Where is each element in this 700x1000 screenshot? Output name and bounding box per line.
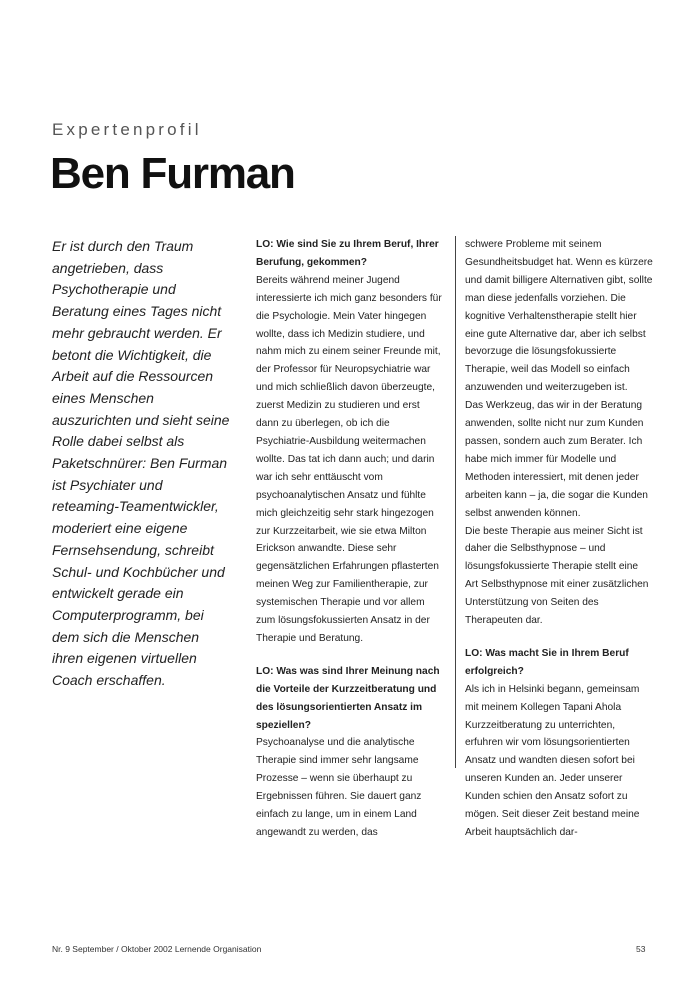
question-heading: LO: Wie sind Sie zu Ihrem Beruf, Ihrer Berufung, gekommen? — [256, 239, 439, 268]
page-number: 53 — [636, 944, 646, 954]
intro-text: Er ist durch den Traum angetrieben, dass Psychotherapie und Beratung eines Tages nicht mehr gebraucht werden. Er betont die Wichtigkeit, die Arbeit auf die Ressourcen eines Menschen auszurichten und sieht seine Rolle dabei selbst als Paketschnürer: Ben Furman ist Psychiater und reteaming-Teamentwickler, moderiert eine eigene Fernsehsendung, schreibt Schul- und Kochbücher und entwickelt gerade ein Computerprogramm, bei dem sich die Menschen ihren eigenen virtuellen Coach erschaffen. — [52, 238, 230, 689]
answer-paragraph: Das Werkzeug, das wir in der Beratung anwenden, sollte nicht nur zum Kunden passen, sondern auch zum Berater. Ich habe mich immer für Modelle und Methoden interessiert, mit denen jeder arbeiten kann – ja, die sogar die Kunden selbst anwenden können. — [465, 400, 648, 519]
page-title: Ben Furman — [50, 149, 295, 198]
answer-paragraph: Psychoanalyse und die analytische Therapie sind immer sehr langsame Prozesse – wenn sie überhaupt zu Ergebnissen führen. Sie dauert ganz einfach zu lange, um in einem Land angewandt zu werden, das — [256, 737, 422, 838]
article-column-1 — [256, 236, 445, 838]
question-heading: LO: Was was sind Ihrer Meinung nach die Vorteile der Kurzzeitberatung und des lösungsorientierten Ansatz im speziellen? — [256, 665, 440, 731]
answer-paragraph: Die beste Therapie aus meiner Sicht ist daher die Selbsthypnose – und lösungsfokussierte Therapie stellt eine Art Selbsthypnose mit einer zusätzlichen Unterstützung von Seiten des Therapeuten dar. — [465, 525, 649, 627]
answer-paragraph: schwere Probleme mit seinem Gesundheitsbudget hat. Wenn es kürzere und damit billigere Alternativen gibt, sollte man diese jedenfalls vorziehen. Die kognitive Verhaltenstherapie stellt hier eine gute Alternative dar, aber ich selbst bevorzuge die lösungsfokussierte Therapie, weil das Modell so einfach anzuwenden und weiterzugeben ist. — [465, 239, 653, 394]
column-divider — [455, 236, 456, 768]
section-kicker: Expertenprofil — [52, 120, 202, 139]
footer-issue: Nr. 9 September / Oktober 2002 Lernende Organisation — [52, 944, 262, 954]
article-column-2 — [465, 236, 653, 838]
question-heading: LO: Was macht Sie in Ihrem Beruf erfolgreich? — [465, 647, 629, 677]
answer-paragraph: Als ich in Helsinki begann, gemeinsam mit meinem Kollegen Tapani Ahola Kurzzeitberatung zu unterrichten, erfuhren wir vom lösungsorientierten Ansatz und wandten diesen sofort bei unseren Kunden an. Jeder unserer Kunden schien den Ansatz sofort zu mögen. Seit dieser Zeit bestand meine Arbeit hauptsächlich dar- — [465, 683, 640, 838]
answer-paragraph: Bereits während meiner Jugend interessierte ich mich ganz besonders für die Psychologie. Mein Vater hingegen wollte, dass ich Medizin studiere, und nahm mich zu einem seiner Freunde mit, der Professor für Neuropsychiatrie war und mich schließlich davon überzeugte, zuerst Medizin zu studieren und erst dann zu überlegen, ob ich die Psychiatrie-Ausbildung weitermachen wollte. Das tat ich dann auch; und darin war ich sehr enttäuscht vom psychoanalytischen Ansatz und fühlte mich gleichzeitig sehr stark hingezogen zur Kurzzeitarbeit, wie sie etwa Milton Erickson anwandte. Diese sehr gegensätzlichen Erfahrungen pflasterten meinen Weg zur Familientherapie, zur systemischen Therapie und vor allem zum lösungsfokussierten Ansatz in der Therapie und Beratung. — [256, 274, 442, 644]
